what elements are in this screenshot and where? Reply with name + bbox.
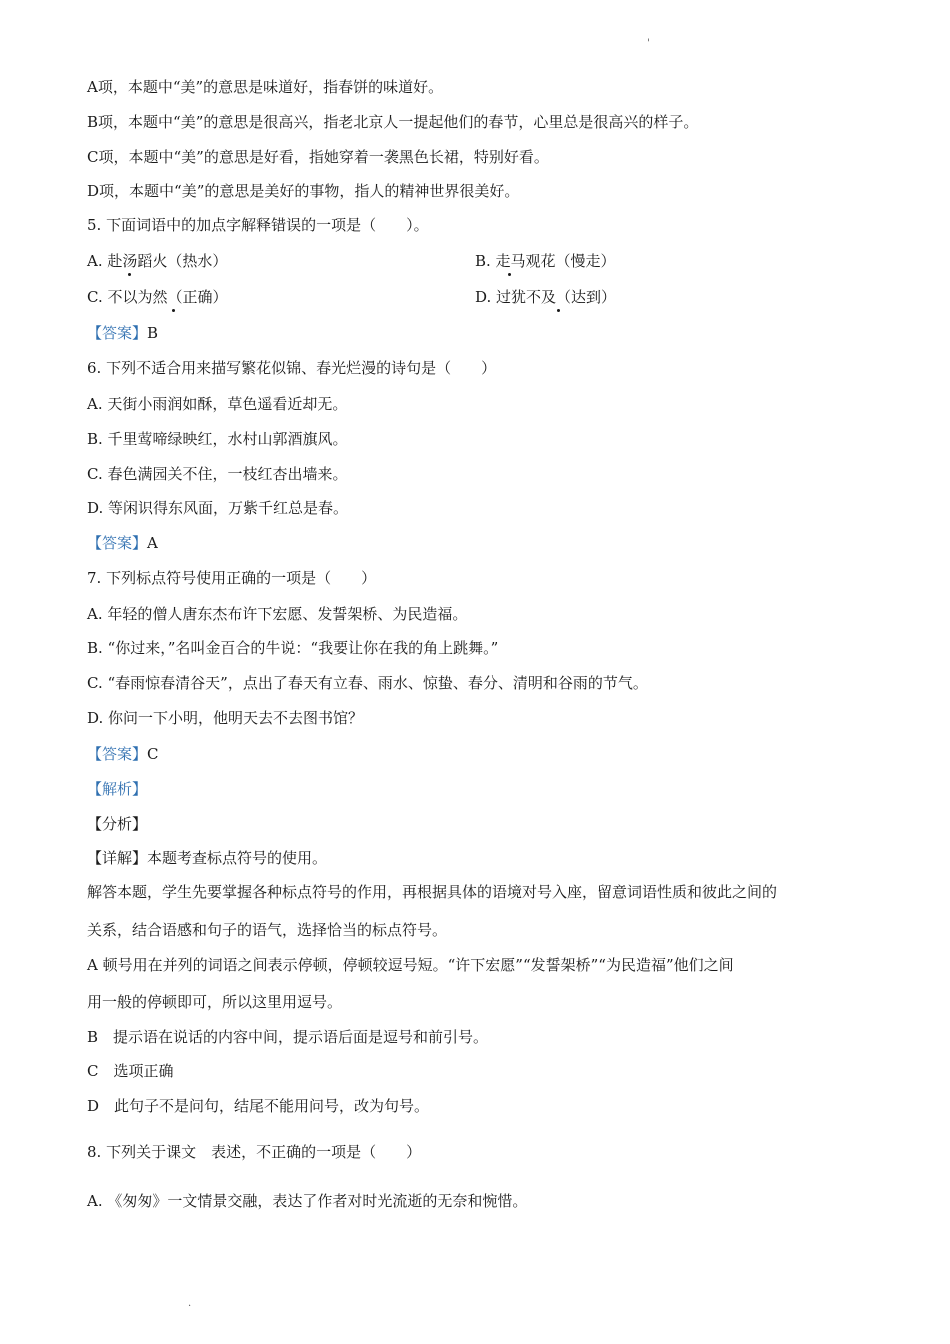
emphasis-dot — [172, 309, 175, 312]
emphasis-dot — [128, 273, 131, 276]
q6-option-d: D. 等闲识得东风面，万紫千红总是春。 — [87, 499, 349, 517]
q7-note-c: C 选项正确 — [87, 1062, 174, 1080]
q7-option-b: B. “你过来，”名叫金百合的牛说：“我要让你在我的角上跳舞。” — [87, 639, 499, 657]
emphasis-dot — [508, 273, 511, 276]
q5-option-a: A. 赴汤蹈火（热水） — [87, 252, 228, 270]
q6-answer — [87, 533, 870, 553]
q4-note-b: B项，本题中“美”的意思是很高兴，指老北京人一提起他们的春节，心里总是很高兴的样子。 — [87, 113, 699, 131]
answer-tag: 【答案】 — [87, 534, 148, 552]
detail-text: 本题考查标点符号的使用。 — [147, 849, 328, 867]
q8-option-a: A. 《匆匆》一文情景交融，表达了作者对时光流逝的无奈和惋惜。 — [87, 1192, 528, 1210]
q7-option-d: D. 你问一下小明，他明天去不去图书馆？ — [87, 709, 364, 727]
q7-option-c: C. “春雨惊春清谷天”，点出了春天有立春、雨水、惊蛰、春分、清明和谷雨的节气。 — [87, 674, 648, 692]
answer-tag: 【答案】 — [87, 324, 148, 342]
q7-answer — [87, 744, 870, 764]
q6-stem: 6. 下列不适合用来描写繁花似锦、春光烂漫的诗句是（ ） — [87, 359, 497, 377]
answer-value: C — [147, 745, 159, 763]
q5-option-c: C. 不以为然（正确） — [87, 288, 228, 306]
q7-option-a: A. 年轻的僧人唐东杰布许下宏愿、发誓架桥、为民造福。 — [87, 605, 468, 623]
top-mark: ' — [647, 38, 650, 49]
answer-value: A — [147, 534, 158, 552]
detail-tag: 【详解】 — [87, 849, 148, 867]
q7-para-line-1: 解答本题，学生先要掌握各种标点符号的作用，再根据具体的语境对号入座，留意词语性质和彼此之间的 — [87, 883, 778, 901]
q6-option-c: C. 春色满园关不住，一枝红杏出墙来。 — [87, 465, 348, 483]
q7-fenxi: 【分析】 — [87, 815, 148, 833]
q7-analysis-tag: 【解析】 — [87, 780, 148, 798]
q4-note-c: C项，本题中“美”的意思是好看，指她穿着一袭黑色长裙，特别好看。 — [87, 148, 549, 166]
q7-detail — [87, 848, 870, 868]
q7-stem: 7. 下列标点符号使用正确的一项是（ ） — [87, 569, 377, 587]
q5-stem: 5. 下面词语中的加点字解释错误的一项是（ ）。 — [87, 216, 429, 234]
q4-note-d: D项，本题中“美”的意思是美好的事物，指人的精神世界很美好。 — [87, 182, 520, 200]
q6-option-a: A. 天街小雨润如酥，草色遥看近却无。 — [87, 395, 348, 413]
q7-note-d: D 此句子不是问句，结尾不能用问号，改为句号。 — [87, 1097, 430, 1115]
q5-option-d: D. 过犹不及（达到） — [475, 288, 617, 306]
bottom-mark: . — [188, 1298, 192, 1309]
q7-para-line-2: 关系，结合语感和句子的语气，选择恰当的标点符号。 — [87, 921, 448, 939]
q7-note-a-line-1: A 顿号用在并列的词语之间表示停顿，停顿较逗号短。“许下宏愿”“发誓架桥”“为民造福”他们之间 — [87, 956, 734, 974]
emphasis-dot — [557, 309, 560, 312]
q6-option-b: B. 千里莺啼绿映红，水村山郭酒旗风。 — [87, 430, 348, 448]
q4-note-a: A项，本题中“美”的意思是味道好，指春饼的味道好。 — [87, 78, 444, 96]
q7-note-b: B 提示语在说话的内容中间，提示语后面是逗号和前引号。 — [87, 1028, 489, 1046]
q5-option-b: B. 走马观花（慢走） — [475, 252, 616, 270]
q8-stem: 8. 下列关于课文 表述，不正确的一项是（ ） — [87, 1143, 422, 1161]
q5-answer — [87, 323, 870, 343]
q7-note-a-line-2: 用一般的停顿即可，所以这里用逗号。 — [87, 993, 343, 1011]
answer-value: B — [147, 324, 159, 342]
answer-tag: 【答案】 — [87, 745, 148, 763]
